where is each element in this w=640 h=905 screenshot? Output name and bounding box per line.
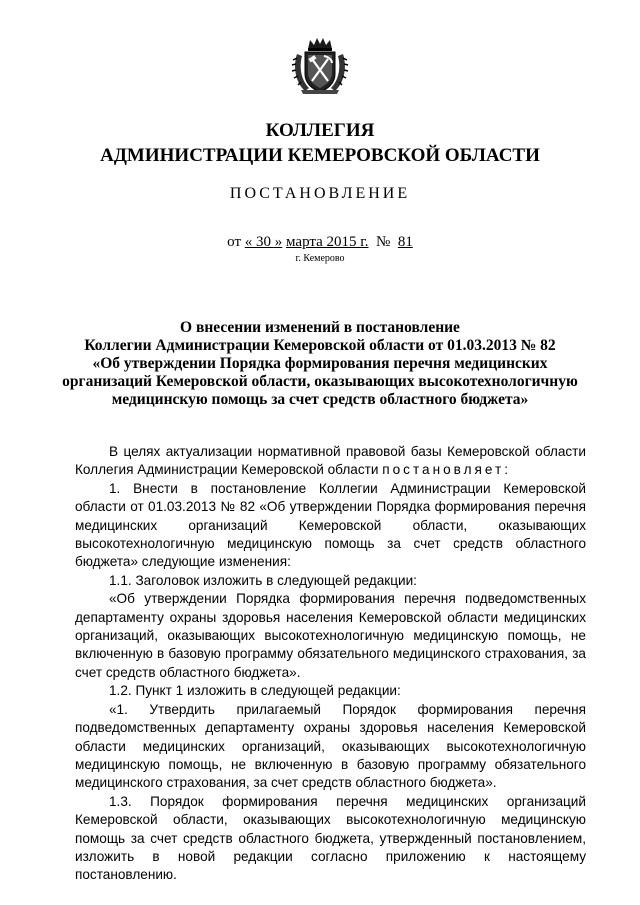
date-day: « 30 » [244,234,283,250]
organization-name-line1: КОЛЛЕГИЯ [265,120,375,141]
coat-of-arms-icon [291,36,349,96]
paragraph-1-3: 1.3. Порядок формирования перечня медицинских организаций Кемеровской области, оказывающих высокотехнологичную медицинскую помощь за счет средств областного бюджета, утвержденный постановлением, изложить в новой редакции согласно приложению к настоящему постановлению. [75,793,586,883]
date-prefix: от [227,234,242,250]
title-line: медицинскую помощь за счет средств областного бюджета» [111,391,529,408]
document-title [60,319,580,409]
title-line: «Об утверждении Порядка формирования перечня медицинских [92,355,548,372]
title-line: организаций Кемеровской области, оказывающих высокотехнологичную [62,373,578,390]
number-label: № [376,234,391,250]
paragraph-1-1: 1.1. Заголовок изложить в следующей редакции: [109,572,417,588]
intro-text: В целях актуализации нормативной правовой базы Кемеровской области Коллегия Администрации Кемеровской области [75,444,586,478]
document-number: 81 [397,234,413,250]
document-city: г. Кемерово [295,253,345,264]
document-type: ПОСТАНОВЛЕНИЕ [229,185,411,202]
paragraph-1-2-text: «1. Утвердить прилагаемый Порядок формирования перечня подведомственных департаменту охраны здоровья населения Кемеровской области медицинских организаций, оказывающих высокотехнологичную медицинскую помощь, не включенную в базовую программу обязательного медицинского страхования, за счет средств областного бюджета». [75,701,586,791]
intro-paragraph [75,443,586,480]
paragraph-1-2: 1.2. Пункт 1 изложить в следующей редакции: [109,683,401,699]
paragraph-1-1-text: «Об утверждении Порядка формирования перечня подведомственных департаменту охраны здоровья населения Кемеровской области медицинских организаций, оказывающих высокотехнологичную медицинскую помощь, не включенную в базовую программу обязательного медицинского страхования, за счет средств областного бюджета». [75,591,586,680]
title-line: О внесении изменений в постановление [180,319,460,336]
intro-resolves: постановляет: [382,462,511,478]
date-month-year: марта 2015 г. [286,234,369,250]
document-body [75,443,586,885]
paragraph-1: 1. Внести в постановление Коллегии Администрации Кемеровской области от 01.03.2013 № 82 «Об утверждении Порядка формирования перечня медицинских организаций Кемеровской области, оказывающих высокотехнологичную медицинскую помощь за счет средств областного бюджета» следующие изменения: [75,480,586,570]
organization-name-line2: АДМИНИСТРАЦИИ КЕМЕРОВСКОЙ ОБЛАСТИ [100,145,540,166]
title-line: Коллегии Администрации Кемеровской области от 01.03.2013 № 82 [84,337,556,354]
document-date-line [0,234,640,251]
